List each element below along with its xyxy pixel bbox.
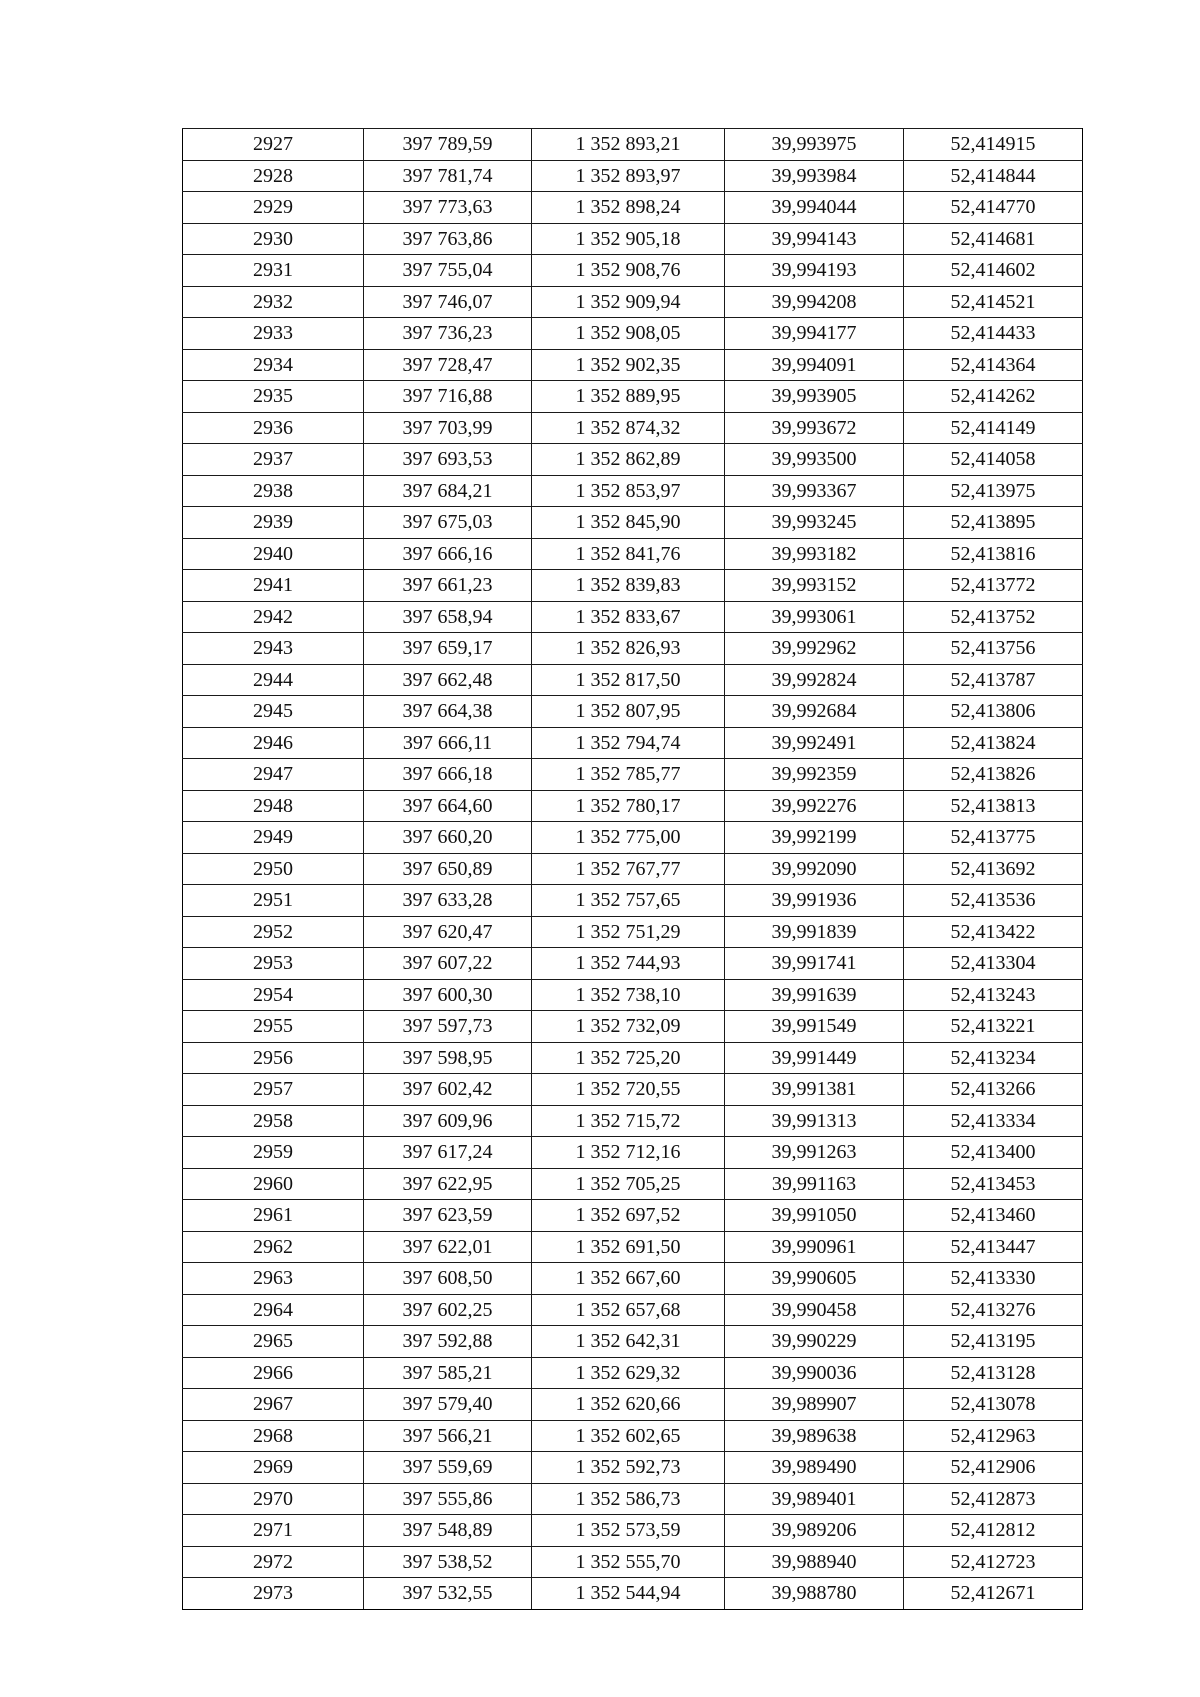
- y-coordinate-cell: 1 352 905,18: [532, 223, 725, 255]
- longitude-cell: 39,988940: [725, 1546, 904, 1578]
- longitude-cell: 39,994193: [725, 255, 904, 287]
- longitude-cell: 39,993367: [725, 475, 904, 507]
- point-number-cell: 2966: [183, 1357, 364, 1389]
- longitude-cell: 39,993061: [725, 601, 904, 633]
- latitude-cell: 52,413422: [904, 916, 1083, 948]
- latitude-cell: 52,412671: [904, 1578, 1083, 1610]
- y-coordinate-cell: 1 352 833,67: [532, 601, 725, 633]
- y-coordinate-cell: 1 352 775,00: [532, 822, 725, 854]
- table-row: [183, 1042, 1083, 1074]
- point-number-cell: 2934: [183, 349, 364, 381]
- latitude-cell: 52,413692: [904, 853, 1083, 885]
- y-coordinate-cell: 1 352 893,21: [532, 129, 725, 161]
- longitude-cell: 39,991549: [725, 1011, 904, 1043]
- longitude-cell: 39,991050: [725, 1200, 904, 1232]
- table-row: [183, 570, 1083, 602]
- y-coordinate-cell: 1 352 817,50: [532, 664, 725, 696]
- longitude-cell: 39,992359: [725, 759, 904, 791]
- longitude-cell: 39,989638: [725, 1420, 904, 1452]
- y-coordinate-cell: 1 352 874,32: [532, 412, 725, 444]
- point-number-cell: 2962: [183, 1231, 364, 1263]
- x-coordinate-cell: 397 658,94: [364, 601, 532, 633]
- point-number-cell: 2941: [183, 570, 364, 602]
- y-coordinate-cell: 1 352 845,90: [532, 507, 725, 539]
- latitude-cell: 52,414149: [904, 412, 1083, 444]
- longitude-cell: 39,994177: [725, 318, 904, 350]
- x-coordinate-cell: 397 607,22: [364, 948, 532, 980]
- x-coordinate-cell: 397 597,73: [364, 1011, 532, 1043]
- table-row: [183, 1105, 1083, 1137]
- y-coordinate-cell: 1 352 697,52: [532, 1200, 725, 1232]
- y-coordinate-cell: 1 352 908,05: [532, 318, 725, 350]
- x-coordinate-cell: 397 555,86: [364, 1483, 532, 1515]
- y-coordinate-cell: 1 352 642,31: [532, 1326, 725, 1358]
- latitude-cell: 52,413816: [904, 538, 1083, 570]
- longitude-cell: 39,992199: [725, 822, 904, 854]
- longitude-cell: 39,989206: [725, 1515, 904, 1547]
- longitude-cell: 39,993905: [725, 381, 904, 413]
- point-number-cell: 2952: [183, 916, 364, 948]
- coordinates-table: [182, 128, 1083, 1610]
- latitude-cell: 52,413276: [904, 1294, 1083, 1326]
- latitude-cell: 52,414058: [904, 444, 1083, 476]
- table-row: [183, 1074, 1083, 1106]
- x-coordinate-cell: 397 602,42: [364, 1074, 532, 1106]
- longitude-cell: 39,992962: [725, 633, 904, 665]
- latitude-cell: 52,414681: [904, 223, 1083, 255]
- latitude-cell: 52,413775: [904, 822, 1083, 854]
- y-coordinate-cell: 1 352 592,73: [532, 1452, 725, 1484]
- x-coordinate-cell: 397 773,63: [364, 192, 532, 224]
- latitude-cell: 52,414521: [904, 286, 1083, 318]
- point-number-cell: 2953: [183, 948, 364, 980]
- latitude-cell: 52,413756: [904, 633, 1083, 665]
- point-number-cell: 2973: [183, 1578, 364, 1610]
- longitude-cell: 39,992090: [725, 853, 904, 885]
- x-coordinate-cell: 397 666,18: [364, 759, 532, 791]
- x-coordinate-cell: 397 684,21: [364, 475, 532, 507]
- latitude-cell: 52,413975: [904, 475, 1083, 507]
- point-number-cell: 2930: [183, 223, 364, 255]
- point-number-cell: 2942: [183, 601, 364, 633]
- longitude-cell: 39,992684: [725, 696, 904, 728]
- table-row: [183, 853, 1083, 885]
- longitude-cell: 39,990605: [725, 1263, 904, 1295]
- longitude-cell: 39,990036: [725, 1357, 904, 1389]
- table-row: [183, 538, 1083, 570]
- table-row: [183, 318, 1083, 350]
- point-number-cell: 2940: [183, 538, 364, 570]
- point-number-cell: 2963: [183, 1263, 364, 1295]
- y-coordinate-cell: 1 352 751,29: [532, 916, 725, 948]
- point-number-cell: 2971: [183, 1515, 364, 1547]
- x-coordinate-cell: 397 559,69: [364, 1452, 532, 1484]
- latitude-cell: 52,412873: [904, 1483, 1083, 1515]
- table-row: [183, 475, 1083, 507]
- point-number-cell: 2947: [183, 759, 364, 791]
- point-number-cell: 2935: [183, 381, 364, 413]
- longitude-cell: 39,990458: [725, 1294, 904, 1326]
- y-coordinate-cell: 1 352 620,66: [532, 1389, 725, 1421]
- longitude-cell: 39,994208: [725, 286, 904, 318]
- x-coordinate-cell: 397 703,99: [364, 412, 532, 444]
- x-coordinate-cell: 397 623,59: [364, 1200, 532, 1232]
- latitude-cell: 52,413826: [904, 759, 1083, 791]
- y-coordinate-cell: 1 352 785,77: [532, 759, 725, 791]
- table-row: [183, 759, 1083, 791]
- longitude-cell: 39,991449: [725, 1042, 904, 1074]
- latitude-cell: 52,413824: [904, 727, 1083, 759]
- y-coordinate-cell: 1 352 573,59: [532, 1515, 725, 1547]
- table-row: [183, 1231, 1083, 1263]
- table-row: [183, 664, 1083, 696]
- longitude-cell: 39,991163: [725, 1168, 904, 1200]
- table-row: [183, 192, 1083, 224]
- x-coordinate-cell: 397 736,23: [364, 318, 532, 350]
- y-coordinate-cell: 1 352 902,35: [532, 349, 725, 381]
- point-number-cell: 2949: [183, 822, 364, 854]
- longitude-cell: 39,991936: [725, 885, 904, 917]
- x-coordinate-cell: 397 548,89: [364, 1515, 532, 1547]
- point-number-cell: 2957: [183, 1074, 364, 1106]
- x-coordinate-cell: 397 789,59: [364, 129, 532, 161]
- x-coordinate-cell: 397 662,48: [364, 664, 532, 696]
- table-row: [183, 1389, 1083, 1421]
- table-row: [183, 1011, 1083, 1043]
- x-coordinate-cell: 397 602,25: [364, 1294, 532, 1326]
- y-coordinate-cell: 1 352 725,20: [532, 1042, 725, 1074]
- longitude-cell: 39,992276: [725, 790, 904, 822]
- longitude-cell: 39,991381: [725, 1074, 904, 1106]
- latitude-cell: 52,413453: [904, 1168, 1083, 1200]
- table-row: [183, 601, 1083, 633]
- y-coordinate-cell: 1 352 826,93: [532, 633, 725, 665]
- x-coordinate-cell: 397 755,04: [364, 255, 532, 287]
- x-coordinate-cell: 397 609,96: [364, 1105, 532, 1137]
- y-coordinate-cell: 1 352 586,73: [532, 1483, 725, 1515]
- point-number-cell: 2967: [183, 1389, 364, 1421]
- y-coordinate-cell: 1 352 738,10: [532, 979, 725, 1011]
- table-row: [183, 1452, 1083, 1484]
- y-coordinate-cell: 1 352 732,09: [532, 1011, 725, 1043]
- table-row: [183, 129, 1083, 161]
- x-coordinate-cell: 397 592,88: [364, 1326, 532, 1358]
- x-coordinate-cell: 397 675,03: [364, 507, 532, 539]
- y-coordinate-cell: 1 352 712,16: [532, 1137, 725, 1169]
- latitude-cell: 52,413813: [904, 790, 1083, 822]
- y-coordinate-cell: 1 352 544,94: [532, 1578, 725, 1610]
- point-number-cell: 2931: [183, 255, 364, 287]
- point-number-cell: 2951: [183, 885, 364, 917]
- x-coordinate-cell: 397 579,40: [364, 1389, 532, 1421]
- x-coordinate-cell: 397 532,55: [364, 1578, 532, 1610]
- longitude-cell: 39,989401: [725, 1483, 904, 1515]
- point-number-cell: 2945: [183, 696, 364, 728]
- latitude-cell: 52,413787: [904, 664, 1083, 696]
- point-number-cell: 2933: [183, 318, 364, 350]
- table-row: [183, 1357, 1083, 1389]
- longitude-cell: 39,993152: [725, 570, 904, 602]
- latitude-cell: 52,413334: [904, 1105, 1083, 1137]
- point-number-cell: 2960: [183, 1168, 364, 1200]
- x-coordinate-cell: 397 633,28: [364, 885, 532, 917]
- y-coordinate-cell: 1 352 889,95: [532, 381, 725, 413]
- table-row: [183, 727, 1083, 759]
- table-row: [183, 412, 1083, 444]
- longitude-cell: 39,990961: [725, 1231, 904, 1263]
- point-number-cell: 2959: [183, 1137, 364, 1169]
- latitude-cell: 52,413266: [904, 1074, 1083, 1106]
- y-coordinate-cell: 1 352 720,55: [532, 1074, 725, 1106]
- y-coordinate-cell: 1 352 555,70: [532, 1546, 725, 1578]
- x-coordinate-cell: 397 666,11: [364, 727, 532, 759]
- latitude-cell: 52,414602: [904, 255, 1083, 287]
- longitude-cell: 39,994044: [725, 192, 904, 224]
- point-number-cell: 2927: [183, 129, 364, 161]
- table-row: [183, 1137, 1083, 1169]
- longitude-cell: 39,993182: [725, 538, 904, 570]
- x-coordinate-cell: 397 693,53: [364, 444, 532, 476]
- latitude-cell: 52,413752: [904, 601, 1083, 633]
- y-coordinate-cell: 1 352 780,17: [532, 790, 725, 822]
- point-number-cell: 2938: [183, 475, 364, 507]
- latitude-cell: 52,414262: [904, 381, 1083, 413]
- table-row: [183, 349, 1083, 381]
- table-row: [183, 885, 1083, 917]
- x-coordinate-cell: 397 728,47: [364, 349, 532, 381]
- y-coordinate-cell: 1 352 794,74: [532, 727, 725, 759]
- point-number-cell: 2961: [183, 1200, 364, 1232]
- table-row: [183, 286, 1083, 318]
- latitude-cell: 52,412963: [904, 1420, 1083, 1452]
- table-row: [183, 1168, 1083, 1200]
- longitude-cell: 39,990229: [725, 1326, 904, 1358]
- longitude-cell: 39,993984: [725, 160, 904, 192]
- x-coordinate-cell: 397 716,88: [364, 381, 532, 413]
- x-coordinate-cell: 397 600,30: [364, 979, 532, 1011]
- y-coordinate-cell: 1 352 853,97: [532, 475, 725, 507]
- latitude-cell: 52,413447: [904, 1231, 1083, 1263]
- table-row: [183, 696, 1083, 728]
- table-row: [183, 979, 1083, 1011]
- x-coordinate-cell: 397 664,38: [364, 696, 532, 728]
- point-number-cell: 2943: [183, 633, 364, 665]
- y-coordinate-cell: 1 352 893,97: [532, 160, 725, 192]
- latitude-cell: 52,413536: [904, 885, 1083, 917]
- y-coordinate-cell: 1 352 862,89: [532, 444, 725, 476]
- table-row: [183, 1200, 1083, 1232]
- x-coordinate-cell: 397 659,17: [364, 633, 532, 665]
- x-coordinate-cell: 397 622,01: [364, 1231, 532, 1263]
- x-coordinate-cell: 397 666,16: [364, 538, 532, 570]
- x-coordinate-cell: 397 608,50: [364, 1263, 532, 1295]
- point-number-cell: 2964: [183, 1294, 364, 1326]
- latitude-cell: 52,413460: [904, 1200, 1083, 1232]
- longitude-cell: 39,988780: [725, 1578, 904, 1610]
- latitude-cell: 52,414364: [904, 349, 1083, 381]
- longitude-cell: 39,993672: [725, 412, 904, 444]
- point-number-cell: 2972: [183, 1546, 364, 1578]
- y-coordinate-cell: 1 352 705,25: [532, 1168, 725, 1200]
- point-number-cell: 2954: [183, 979, 364, 1011]
- y-coordinate-cell: 1 352 744,93: [532, 948, 725, 980]
- latitude-cell: 52,413078: [904, 1389, 1083, 1421]
- point-number-cell: 2937: [183, 444, 364, 476]
- latitude-cell: 52,412723: [904, 1546, 1083, 1578]
- y-coordinate-cell: 1 352 839,83: [532, 570, 725, 602]
- longitude-cell: 39,992824: [725, 664, 904, 696]
- latitude-cell: 52,414770: [904, 192, 1083, 224]
- y-coordinate-cell: 1 352 629,32: [532, 1357, 725, 1389]
- y-coordinate-cell: 1 352 767,77: [532, 853, 725, 885]
- x-coordinate-cell: 397 660,20: [364, 822, 532, 854]
- x-coordinate-cell: 397 661,23: [364, 570, 532, 602]
- point-number-cell: 2969: [183, 1452, 364, 1484]
- latitude-cell: 52,414844: [904, 160, 1083, 192]
- table-row: [183, 444, 1083, 476]
- table-row: [183, 1263, 1083, 1295]
- y-coordinate-cell: 1 352 602,65: [532, 1420, 725, 1452]
- point-number-cell: 2929: [183, 192, 364, 224]
- y-coordinate-cell: 1 352 657,68: [532, 1294, 725, 1326]
- point-number-cell: 2958: [183, 1105, 364, 1137]
- y-coordinate-cell: 1 352 807,95: [532, 696, 725, 728]
- table-row: [183, 255, 1083, 287]
- y-coordinate-cell: 1 352 757,65: [532, 885, 725, 917]
- latitude-cell: 52,413243: [904, 979, 1083, 1011]
- table-row: [183, 223, 1083, 255]
- longitude-cell: 39,994091: [725, 349, 904, 381]
- point-number-cell: 2928: [183, 160, 364, 192]
- latitude-cell: 52,413330: [904, 1263, 1083, 1295]
- longitude-cell: 39,993975: [725, 129, 904, 161]
- latitude-cell: 52,413400: [904, 1137, 1083, 1169]
- longitude-cell: 39,991313: [725, 1105, 904, 1137]
- latitude-cell: 52,413772: [904, 570, 1083, 602]
- table-row: [183, 633, 1083, 665]
- point-number-cell: 2968: [183, 1420, 364, 1452]
- point-number-cell: 2932: [183, 286, 364, 318]
- x-coordinate-cell: 397 617,24: [364, 1137, 532, 1169]
- latitude-cell: 52,414433: [904, 318, 1083, 350]
- x-coordinate-cell: 397 585,21: [364, 1357, 532, 1389]
- table-row: [183, 507, 1083, 539]
- latitude-cell: 52,412906: [904, 1452, 1083, 1484]
- latitude-cell: 52,413234: [904, 1042, 1083, 1074]
- y-coordinate-cell: 1 352 691,50: [532, 1231, 725, 1263]
- latitude-cell: 52,413806: [904, 696, 1083, 728]
- table-row: [183, 1515, 1083, 1547]
- point-number-cell: 2955: [183, 1011, 364, 1043]
- x-coordinate-cell: 397 620,47: [364, 916, 532, 948]
- longitude-cell: 39,991839: [725, 916, 904, 948]
- x-coordinate-cell: 397 598,95: [364, 1042, 532, 1074]
- x-coordinate-cell: 397 622,95: [364, 1168, 532, 1200]
- point-number-cell: 2936: [183, 412, 364, 444]
- point-number-cell: 2950: [183, 853, 364, 885]
- longitude-cell: 39,991741: [725, 948, 904, 980]
- x-coordinate-cell: 397 781,74: [364, 160, 532, 192]
- longitude-cell: 39,994143: [725, 223, 904, 255]
- table-row: [183, 160, 1083, 192]
- table-row: [183, 1326, 1083, 1358]
- x-coordinate-cell: 397 746,07: [364, 286, 532, 318]
- latitude-cell: 52,412812: [904, 1515, 1083, 1547]
- table-row: [183, 948, 1083, 980]
- point-number-cell: 2948: [183, 790, 364, 822]
- x-coordinate-cell: 397 664,60: [364, 790, 532, 822]
- latitude-cell: 52,414915: [904, 129, 1083, 161]
- y-coordinate-cell: 1 352 841,76: [532, 538, 725, 570]
- y-coordinate-cell: 1 352 715,72: [532, 1105, 725, 1137]
- longitude-cell: 39,991639: [725, 979, 904, 1011]
- point-number-cell: 2939: [183, 507, 364, 539]
- point-number-cell: 2956: [183, 1042, 364, 1074]
- latitude-cell: 52,413304: [904, 948, 1083, 980]
- longitude-cell: 39,993500: [725, 444, 904, 476]
- table-row: [183, 790, 1083, 822]
- table-row: [183, 381, 1083, 413]
- x-coordinate-cell: 397 650,89: [364, 853, 532, 885]
- x-coordinate-cell: 397 566,21: [364, 1420, 532, 1452]
- latitude-cell: 52,413895: [904, 507, 1083, 539]
- y-coordinate-cell: 1 352 898,24: [532, 192, 725, 224]
- table-row: [183, 1294, 1083, 1326]
- latitude-cell: 52,413128: [904, 1357, 1083, 1389]
- point-number-cell: 2970: [183, 1483, 364, 1515]
- table-row: [183, 1546, 1083, 1578]
- table-row: [183, 1420, 1083, 1452]
- point-number-cell: 2944: [183, 664, 364, 696]
- longitude-cell: 39,991263: [725, 1137, 904, 1169]
- x-coordinate-cell: 397 763,86: [364, 223, 532, 255]
- coordinates-table-body: [183, 129, 1083, 1610]
- x-coordinate-cell: 397 538,52: [364, 1546, 532, 1578]
- table-row: [183, 1578, 1083, 1610]
- y-coordinate-cell: 1 352 908,76: [532, 255, 725, 287]
- latitude-cell: 52,413221: [904, 1011, 1083, 1043]
- longitude-cell: 39,992491: [725, 727, 904, 759]
- table-row: [183, 916, 1083, 948]
- y-coordinate-cell: 1 352 909,94: [532, 286, 725, 318]
- latitude-cell: 52,413195: [904, 1326, 1083, 1358]
- longitude-cell: 39,989907: [725, 1389, 904, 1421]
- table-row: [183, 1483, 1083, 1515]
- y-coordinate-cell: 1 352 667,60: [532, 1263, 725, 1295]
- longitude-cell: 39,993245: [725, 507, 904, 539]
- point-number-cell: 2965: [183, 1326, 364, 1358]
- longitude-cell: 39,989490: [725, 1452, 904, 1484]
- point-number-cell: 2946: [183, 727, 364, 759]
- table-row: [183, 822, 1083, 854]
